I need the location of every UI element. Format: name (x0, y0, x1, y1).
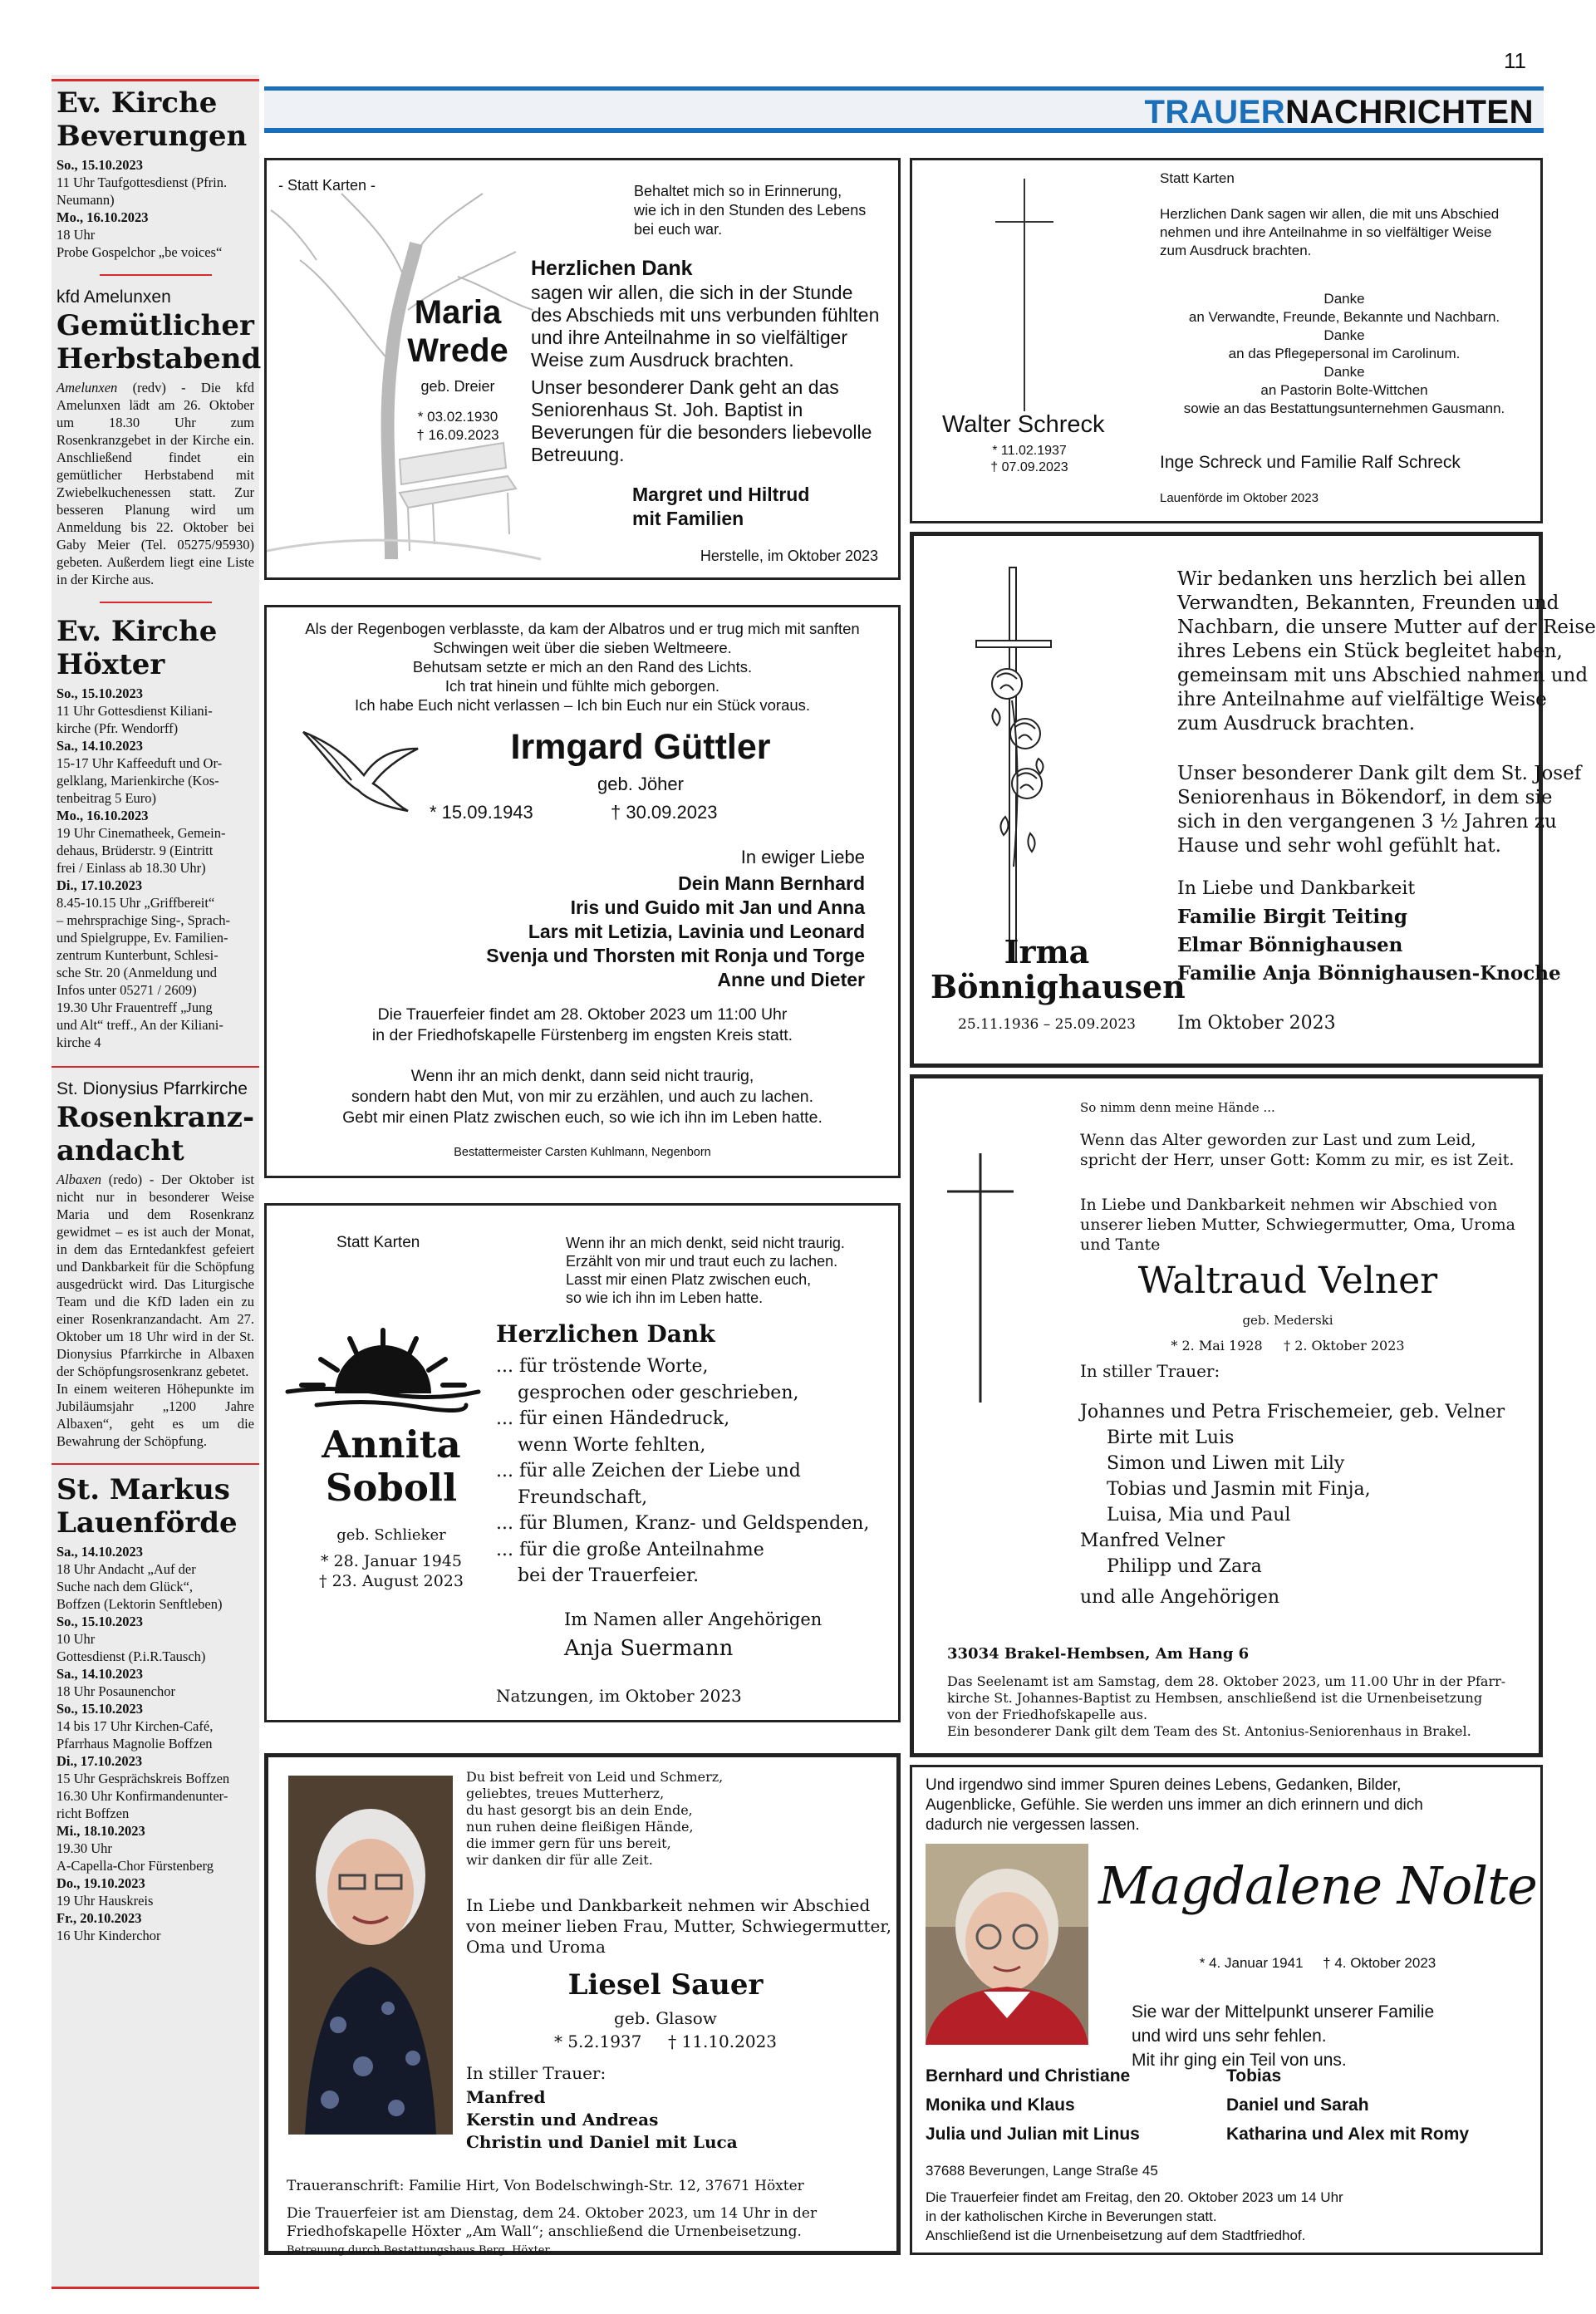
event-line: Pfarrhaus Magnolie Boffzen (56, 1736, 213, 1751)
signer-name: Anja Suermann (564, 1636, 734, 1661)
family-signature: Margret und Hiltrud mit Familien (632, 484, 810, 529)
event-date: Sa., 14.10.2023 (56, 1544, 144, 1560)
section-kfd-amelunxen (52, 287, 262, 603)
event-line: und Spielgruppe, Ev. Familien- (56, 930, 228, 946)
place-date: Herstelle, im Oktober 2023 (700, 548, 878, 564)
deceased-name: Maria Wrede (407, 294, 508, 369)
section-title: Ev. Kirche Höxter (56, 615, 218, 681)
deceased-name: Irmgard Güttler (510, 727, 771, 767)
death-date: † 30.09.2023 (611, 802, 718, 823)
section-st-markus-lauenfoerde (52, 1473, 259, 1944)
mourning-line: In stiller Trauer: (466, 2063, 606, 2083)
event-date: Di., 17.10.2023 (56, 877, 143, 893)
event-line: tenbeitrag 5 Euro) (56, 790, 157, 806)
deceased-name: Liesel Sauer (567, 1968, 764, 2002)
poem: Behaltet mich so in Erinnerung, wie ich in den Stunden des Lebens bei euch war. (634, 183, 867, 238)
event-line: 10 Uhr (56, 1631, 96, 1647)
event-line: Probe Gospelchor „be voices“ (56, 244, 223, 260)
love-line: In Liebe und Dankbarkeit (1177, 878, 1416, 899)
event-line: 14 bis 17 Uhr Kirchen-Café, (56, 1718, 214, 1734)
place-date: Lauenförde im Oktober 2023 (1160, 491, 1319, 505)
thanks-list: Danke an Verwandte, Freunde, Bekannte und Nachbarn. Danke an das Pflegepersonal im Carolinum. Danke an Pastorin Bolte-Wittchen sowie an das Bestattungsunternehmen Gausmann. (1183, 291, 1505, 416)
thanks-text: sagen wir allen, die sich in der Stunde des Abschieds mit uns verbunden fühlten und ihre Anteilnahme in so vielfältiger Weise zum Ausdruck brachten. (531, 282, 880, 371)
obituary-liesel-sauer (264, 1753, 901, 2255)
obituary-irmgard-guettler (264, 605, 901, 1178)
birth-name: geb. Dreier (420, 378, 495, 395)
event-line: dehaus, Brüderstr. 9 (Eintritt (56, 843, 214, 858)
event-date: So., 15.10.2023 (56, 1614, 144, 1629)
address: 33034 Brakel-Hembsen, Am Hang 6 (947, 1645, 1250, 1663)
sidebar-events (52, 75, 262, 2289)
event-date: Do., 19.10.2023 (56, 1875, 145, 1891)
address: Traueranschrift: Familie Hirt, Von Bodelschwingh-Str. 12, 37671 Höxter (287, 2178, 804, 2194)
place-date: Natzungen, im Oktober 2023 (496, 1686, 742, 1706)
funeral-info: Die Trauerfeier ist am Dienstag, dem 24. Oktober 2023, um 14 Uhr in der Friedhofskapelle Höxter „Am Wall“; anschließend die Urnenbeisetzung. (287, 2205, 818, 2240)
event-line: Boffzen (Lektorin Senftleben) (56, 1596, 223, 1612)
undertaker: Bestattermeister Carsten Kuhlmann, Negenborn (454, 1146, 711, 1159)
event-date: Di., 17.10.2023 (56, 1753, 143, 1769)
section-header-band (264, 86, 1544, 133)
event-line: Neumann) (56, 192, 115, 208)
life-dates: * 28. Januar 1945 † 23. August 2023 (319, 1552, 464, 1590)
portrait-photo (926, 1844, 1088, 2045)
family-list: Johannes und Petra Frischemeier, geb. Velner Birte mit Luis Simon und Liwen mit Lily Tobias und Jasmin mit Finja, Luisa, Mia und Paul Manfred Velner Philipp und Zara und alle Angehörigen (1080, 1402, 1505, 1608)
poem: Du bist befreit von Leid und Schmerz, geliebtes, treues Mutterherz, du hast gesorgt bis an dein Ende, nun ruhen deine fleißigen Hände, die immer gern für uns bereit, wir danken dir für alle Zeit. (466, 1769, 724, 1868)
portrait-photo (288, 1776, 453, 2135)
event-line: 18 Uhr Andacht „Auf der (56, 1561, 196, 1577)
event-line: 8.45-10.15 Uhr „Griffbereit“ (56, 895, 215, 911)
funeral-info: Die Trauerfeier findet am Freitag, den 20. Oktober 2023 um 14 Uhr in der katholischen Kirche in Beverungen statt. Anschließend ist die Urnenbeisetzung auf dem Stadtfriedhof. (926, 2189, 1343, 2243)
event-date: Fr., 20.10.2023 (56, 1910, 142, 1926)
farewell-text: In Liebe und Dankbarkeit nehmen wir Abschied von unserer lieben Mutter, Schwiegermutter, Oma, Uroma und Tante (1080, 1196, 1515, 1254)
event-list (56, 1543, 254, 1944)
sunset-icon (283, 1322, 483, 1413)
deceased-name: Walter Schreck (942, 411, 1105, 438)
deceased-name: Annita Soboll (322, 1422, 461, 1510)
family-signature: Inge Schreck und Familie Ralf Schreck (1160, 453, 1461, 472)
event-line: 11 Uhr Taufgottesdienst (Pfrin. (56, 174, 228, 190)
section-ev-kirche-hoexter (52, 615, 259, 1068)
cross-with-roses-icon (964, 567, 1063, 962)
event-line: 16.30 Uhr Konfirmandenunter- (56, 1788, 228, 1804)
article-text: Albaxen (redo) - Der Oktober ist nicht nur in besonderer Weise Maria und dem Rosenkranz gewidmet – es ist auch der Monat, in dem das Erntedankfest gefeiert und Dankbarkeit für die Schöpfung ausgedrückt wird. Das Liturgische Team und die KfD laden ein zu einer Rosenkranzandacht. Am 27. Oktober um 18 Uhr wird in der St. Dionysius Pfarrkirche in Albaxen der Schöpfungsrosenkranz gebetet. In einem weiteren Höhepunkte im Jubiläumsjahr „1200 Jahre Albaxen“, geht es um die Bewahrung der Schöpfung. (56, 1172, 254, 1449)
event-line: richt Boffzen (56, 1806, 130, 1821)
love-line: In ewiger Liebe (740, 847, 865, 867)
statt-karten-label: Statt Karten (1160, 170, 1235, 186)
event-line: 15-17 Uhr Kaffeeduft und Or- (56, 755, 223, 771)
statt-karten-label: - Statt Karten - (278, 177, 376, 194)
poem: Wenn das Alter geworden zur Last und zum Leid, spricht der Herr, unser Gott: Komm zu mir, es ist Zeit. (1080, 1131, 1515, 1169)
poem: Als der Regenbogen verblasste, da kam der Albatros und er trug mich mit sanften Schwingen weit über die sieben Weltmeere. Behutsam setzte er mich an den Rand des Lichts. Ich trat hinein und fühlte mich geborgen. Ich habe Euch nicht verlassen – Ich bin Euch nur ein Stück voraus. (305, 620, 860, 714)
family-list: Manfred Kerstin und Andreas Christin und Daniel mit Luca (466, 2087, 738, 2152)
obituary-walter-schreck (910, 158, 1543, 523)
quote: Wenn ihr an mich denkt, dann seid nicht traurig, sondern habt den Mut, von mir zu erzählen, und auch zu lachen. Gebt mir einen Platz zwischen euch, so wie ich ihn im Leben hatte. (342, 1067, 823, 1127)
event-line: kirche 4 (56, 1034, 101, 1050)
thanks-heading: Herzlichen Dank (496, 1320, 715, 1348)
cross-icon (947, 1153, 1014, 1403)
birth-name: geb. Mederski (1242, 1313, 1333, 1328)
special-thanks: Unser besonderer Dank geht an das Seniorenhaus St. Joh. Baptist in Beverungen für die besonders liebevolle Betreuung. (531, 376, 872, 465)
thanks-text: Wir bedanken uns herzlich bei allen Verwandten, Bekannten, Freunden und Nachbarn, die unsere Mutter auf der Reise ihres Lebens ein Stück begleitet haben, gemeinsam mit uns Abschied nahmen und ihre Anteilnahme auf vielfältige Weise zum Ausdruck brachten. (1177, 568, 1596, 734)
birth-name: geb. Jöher (597, 774, 684, 794)
obituary-irma-boennighausen (910, 532, 1596, 1068)
event-line: 19.30 Uhr (56, 1840, 112, 1856)
section-title: Gemütlicher Herbstabend (56, 309, 262, 376)
section-title: St. Markus Lauenförde (56, 1473, 238, 1540)
event-line: frei / Einlass ab 18.30 Uhr) (56, 860, 206, 876)
funeral-info: Das Seelenamt ist am Samstag, dem 28. Oktober 2023, um 11.00 Uhr in der Pfarr- kirche St. Johannes-Baptist zu Hembsen, anschließend ist die Urnenbeisetzung von der Friedhofskapelle aus. Ein besonderer Dank gilt dem Team des St. Antonius-Seniorenhaus in Brakel. (947, 1673, 1506, 1739)
behalf-line: Im Namen aller Angehörigen (564, 1609, 823, 1629)
event-date: Sa., 14.10.2023 (56, 1666, 144, 1682)
event-line: Gottesdienst (P.i.R.Tausch) (56, 1648, 206, 1664)
section-title: Ev. Kirche Beverungen (56, 86, 248, 153)
life-dates: * 03.02.1930 † 16.09.2023 (416, 409, 499, 443)
event-line: A-Capella-Chor Fürstenberg (56, 1858, 214, 1874)
event-line: 18 Uhr Posaunenchor (56, 1683, 175, 1699)
place-date: Im Oktober 2023 (1177, 1013, 1336, 1034)
poem: Und irgendwo sind immer Spuren deines Lebens, Gedanken, Bilder, Augenblicke, Gefühle. Sie werden uns immer an dich erinnern und dich dadurch nie vergessen lassen. (926, 1776, 1423, 1834)
birth-name: geb. Schlieker (336, 1526, 446, 1544)
event-line: 15 Uhr Gesprächskreis Boffzen (56, 1771, 230, 1786)
event-date: Mo., 16.10.2023 (56, 808, 149, 823)
section-st-dionysius (52, 1079, 259, 1465)
event-line: 11 Uhr Gottesdienst Kiliani- (56, 703, 213, 719)
event-line: 18 Uhr (56, 227, 96, 243)
thanks-heading: Herzlichen Dank (531, 257, 693, 280)
undertaker: Betreuung durch Bestattungshaus Berg, Höxter. (287, 2244, 552, 2257)
life-dates: * 2. Mai 1928 † 2. Oktober 2023 (1171, 1338, 1405, 1354)
event-date: Mo., 16.10.2023 (56, 209, 149, 225)
mourning-line: In stiller Trauer: (1080, 1361, 1220, 1381)
life-dates: * 5.2.1937 † 11.10.2023 (553, 2032, 778, 2051)
page-number: 11 (1504, 48, 1526, 73)
deceased-name: Magdalene Nolte (1098, 1855, 1537, 1916)
event-list (56, 685, 254, 1051)
life-dates: * 11.02.1937 † 07.09.2023 (990, 444, 1068, 474)
event-date: So., 15.10.2023 (56, 157, 144, 173)
farewell-text: In Liebe und Dankbarkeit nehmen wir Abschied von meiner lieben Frau, Mutter, Schwiegermutter, Oma und Uroma (466, 1895, 892, 1957)
obituary-annita-soboll (264, 1203, 901, 1722)
deceased-name: Waltraud Velner (1137, 1260, 1438, 1302)
event-date: So., 15.10.2023 (56, 1701, 144, 1717)
family-list: Dein Mann Bernhard Iris und Guido mit Jan und Anna Lars mit Letizia, Lavinia und Leonard Svenja und Thorsten mit Ronja und Torge Anne und Dieter (486, 872, 865, 990)
article-text: Amelunxen (redv) - Die kfd Amelunxen lädt am 26. Oktober um 18.30 Uhr zum Rosenkranzgebet in der Kirche ein. Anschließend findet ein gemütlicher Herbstabend mit Zwiebelkuchenessen statt. Zur besseren Planung wird um Anmeldung bis 22. Oktober bei Gaby Meier (Tel. 05275/95930) gebeten. Außerdem liegt eine Liste in der Kirche aus. (56, 380, 254, 587)
intro-line: So nimm denn meine Hände ... (1080, 1100, 1275, 1115)
address: 37688 Beverungen, Lange Straße 45 (926, 2163, 1158, 2179)
event-date: Sa., 14.10.2023 (56, 738, 144, 754)
event-line: 19 Uhr Cinematheek, Gemein- (56, 825, 226, 841)
deceased-name: Irma Bönnighausen (931, 933, 1186, 1005)
section-ev-kirche-beverungen (52, 86, 259, 276)
event-list (56, 156, 254, 261)
statt-karten-label: Statt Karten (336, 1234, 420, 1251)
family-list: Familie Birgit Teiting Elmar Bönnighausen Familie Anja Bönnighausen-Knoche (1177, 906, 1561, 985)
birth-date: * 15.09.1943 (430, 802, 533, 823)
section-subtitle: St. Dionysius Pfarrkirche (56, 1079, 248, 1098)
obituary-waltraud-velner (910, 1074, 1543, 1757)
event-line: sche Str. 20 (Anmeldung und (56, 965, 217, 980)
event-line: Infos unter 05271 / 2609) (56, 982, 197, 998)
poem: Wenn ihr an mich denkt, seid nicht traurig. Erzählt von mir und traut euch zu lachen. Lasst mir einen Platz zwischen euch, so wie ich ihn im Leben hatte. (566, 1235, 845, 1306)
birth-name: geb. Glasow (614, 2008, 717, 2028)
section-subtitle: kfd Amelunxen (56, 287, 171, 307)
event-line: und Alt“ treff., An der Kiliani- (56, 1017, 223, 1033)
event-date: Mi., 18.10.2023 (56, 1823, 145, 1839)
special-thanks: Unser besonderer Dank gilt dem St. Josef Seniorenhaus in Bökendorf, in dem sie sich in den vergangenen 3 ½ Jahren zu Hause und sehr wohl gefühlt hat. (1177, 763, 1582, 857)
life-dates: 25.11.1936 – 25.09.2023 (958, 1016, 1136, 1033)
obituary-magdalene-nolte (910, 1765, 1543, 2255)
event-line: zentrum Kunterbunt, Schlesi- (56, 947, 219, 963)
section-title: Rosenkranz- andacht (56, 1101, 255, 1167)
event-line: 16 Uhr Kinderchor (56, 1928, 161, 1943)
event-line: – mehrsprachige Sing-, Sprach- (56, 912, 230, 928)
tribute-text: Sie war der Mittelpunkt unserer Familie und wird uns sehr fehlen. Mit ihr ging ein Teil von uns. (1132, 2002, 1435, 2070)
event-date: So., 15.10.2023 (56, 685, 144, 701)
funeral-info: Die Trauerfeier findet am 28. Oktober 2023 um 11:00 Uhr in der Friedhofskapelle Fürstenberg im engsten Kreis statt. (371, 1005, 793, 1044)
thanks-list: ... für tröstende Worte, gesprochen oder geschrieben, ... für einen Händedruck, wenn Worte fehlten, ... für alle Zeichen der Liebe und Freundschaft, ... für Blumen, Kranz- und Geldspenden, ... für die große Anteilnahme bei der Trauerfeier. (496, 1356, 870, 1586)
thanks-text: Herzlichen Dank sagen wir allen, die mit uns Abschied nehmen und ihre Anteilnahme in so vielfältiger Weise zum Ausdruck brachten. (1160, 206, 1500, 258)
family-list-left: Bernhard und Christiane Monika und Klaus Julia und Julian mit Linus (926, 2066, 1140, 2144)
event-line: 19.30 Uhr Frauentreff „Jung (56, 1000, 213, 1015)
cross-icon (995, 179, 1053, 411)
obituary-maria-wrede (264, 158, 901, 580)
event-line: kirche (Pfr. Wendorff) (56, 720, 179, 736)
family-list-right: Tobias Daniel und Sarah Katharina und Alex mit Romy (1226, 2066, 1470, 2144)
event-line: gelklang, Marienkirche (Kos- (56, 773, 219, 789)
event-line: Suche nach dem Glück“, (56, 1579, 194, 1594)
life-dates: * 4. Januar 1941 † 4. Oktober 2023 (1199, 1955, 1436, 1971)
event-line: 19 Uhr Hauskreis (56, 1893, 154, 1909)
section-title: TRAUERNACHRICHTEN (1144, 94, 1534, 130)
